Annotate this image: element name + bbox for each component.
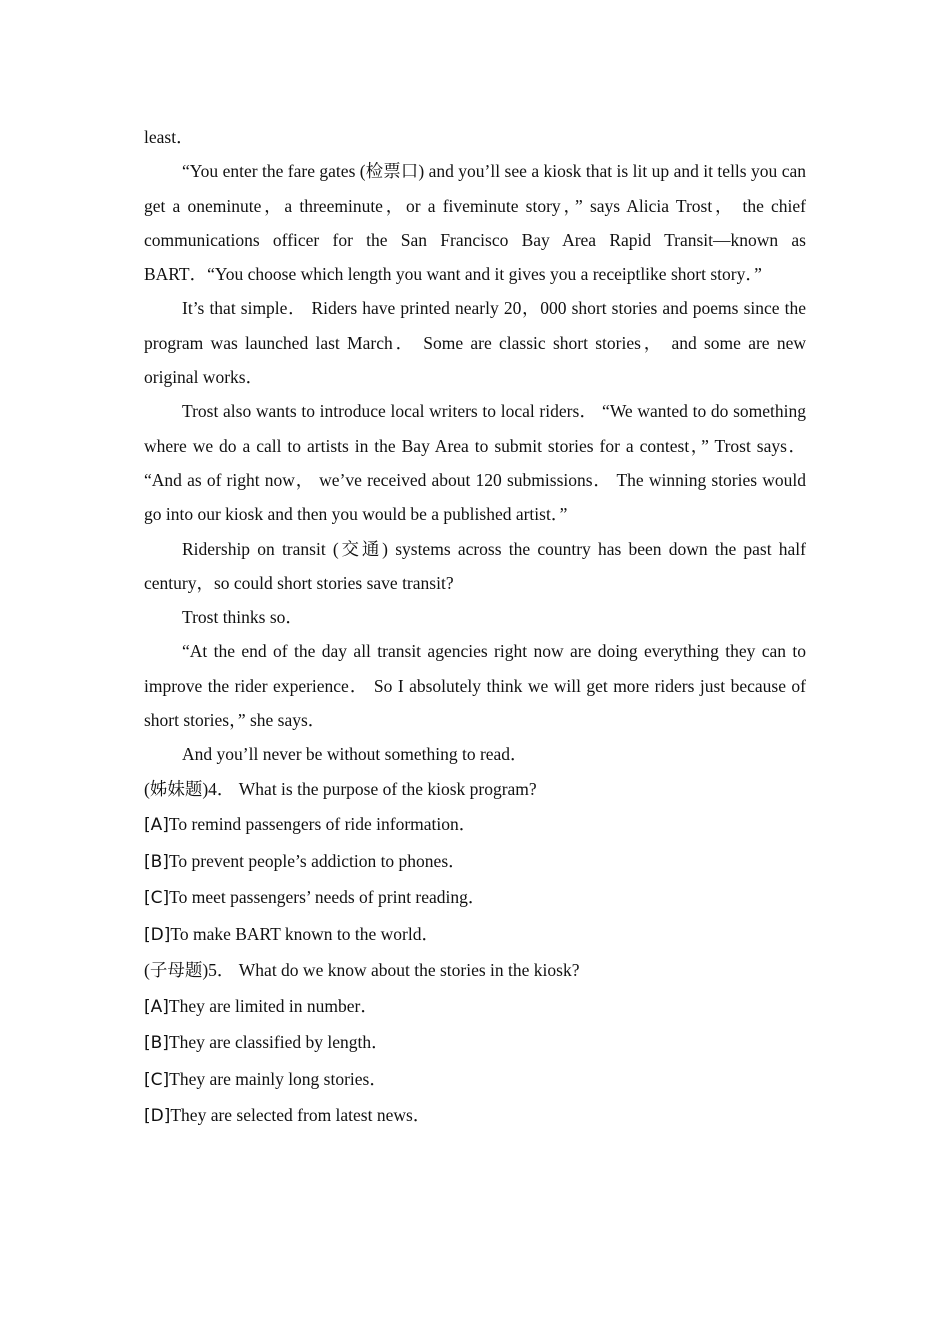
option-text: To prevent people’s addiction to phones． xyxy=(168,850,466,871)
option-letter: [B] xyxy=(144,1033,169,1054)
option-c[interactable] xyxy=(144,1062,806,1099)
option-letter: [A] xyxy=(144,815,169,836)
option-letter: [D] xyxy=(144,1106,171,1127)
paragraph-trost-thinks: Trost thinks so． xyxy=(182,607,303,628)
paragraph-local-writers: Trost also wants to introduce local writers to local riders． “We wanted to do something where we do a call to artists in the Bay Area to submit stories for a contest，” Trost says． “And as of right now， we’ve received about 120 submissions． The winning stories would go into our kiosk and then you would be a published artist．” xyxy=(144,401,806,525)
option-b[interactable] xyxy=(144,1025,806,1062)
paragraph-never-without: And you’ll never be without something to read． xyxy=(182,744,528,765)
option-letter: [A] xyxy=(144,996,169,1017)
option-d[interactable] xyxy=(144,917,806,954)
option-text: They are classified by length． xyxy=(168,1032,389,1053)
paragraph-ridership: Ridership on transit (交通) systems across the country has been down the past half century，so could short stories save transit? xyxy=(144,538,806,593)
question-stem: (子母题)5． What do we know about the stories in the kiosk? xyxy=(144,960,580,981)
option-letter: [C] xyxy=(144,1069,170,1090)
option-letter: [C] xyxy=(144,888,170,909)
option-b[interactable] xyxy=(144,844,806,881)
paragraph-end-of-day: “At the end of the day all transit agencies right now are doing everything they can to improve the rider experience． So I absolutely think we will get more riders just because of short stories，” she says． xyxy=(144,641,806,731)
question-5 xyxy=(144,953,806,1135)
option-d[interactable] xyxy=(144,1098,806,1135)
option-c[interactable] xyxy=(144,880,806,917)
option-a[interactable] xyxy=(144,807,806,844)
option-a[interactable] xyxy=(144,989,806,1026)
option-text: To meet passengers’ needs of print reading． xyxy=(169,887,486,908)
paragraph-continuation: least． xyxy=(144,127,194,147)
question-4 xyxy=(144,772,806,954)
option-letter: [B] xyxy=(144,851,169,872)
option-letter: [D] xyxy=(144,924,171,945)
document-page xyxy=(144,120,806,1135)
option-text: To make BART known to the world． xyxy=(170,923,439,944)
passage xyxy=(144,120,806,772)
option-text: They are mainly long stories． xyxy=(169,1068,387,1089)
option-text: They are limited in number． xyxy=(168,995,378,1016)
paragraph-kiosk-quote: “You enter the fare gates (检票口) and you’ll see a kiosk that is lit up and it tells you can get a oneminute，a threeminute，or a fiveminute story，” says Alicia Trost， the chief communications officer for the San Francisco Bay Area Rapid Transit—known as BART．“You choose which length you want and it gives you a receiptlike short story．” xyxy=(144,161,806,285)
option-text: They are selected from latest news． xyxy=(170,1105,431,1126)
paragraph-simple: It’s that simple． Riders have printed nearly 20，000 short stories and poems since the program was launched last March． Some are classic short stories， and some are new original works． xyxy=(144,298,806,388)
option-text: To remind passengers of ride information． xyxy=(168,814,477,835)
question-stem: (姊妹题)4． What is the purpose of the kiosk program? xyxy=(144,778,537,799)
